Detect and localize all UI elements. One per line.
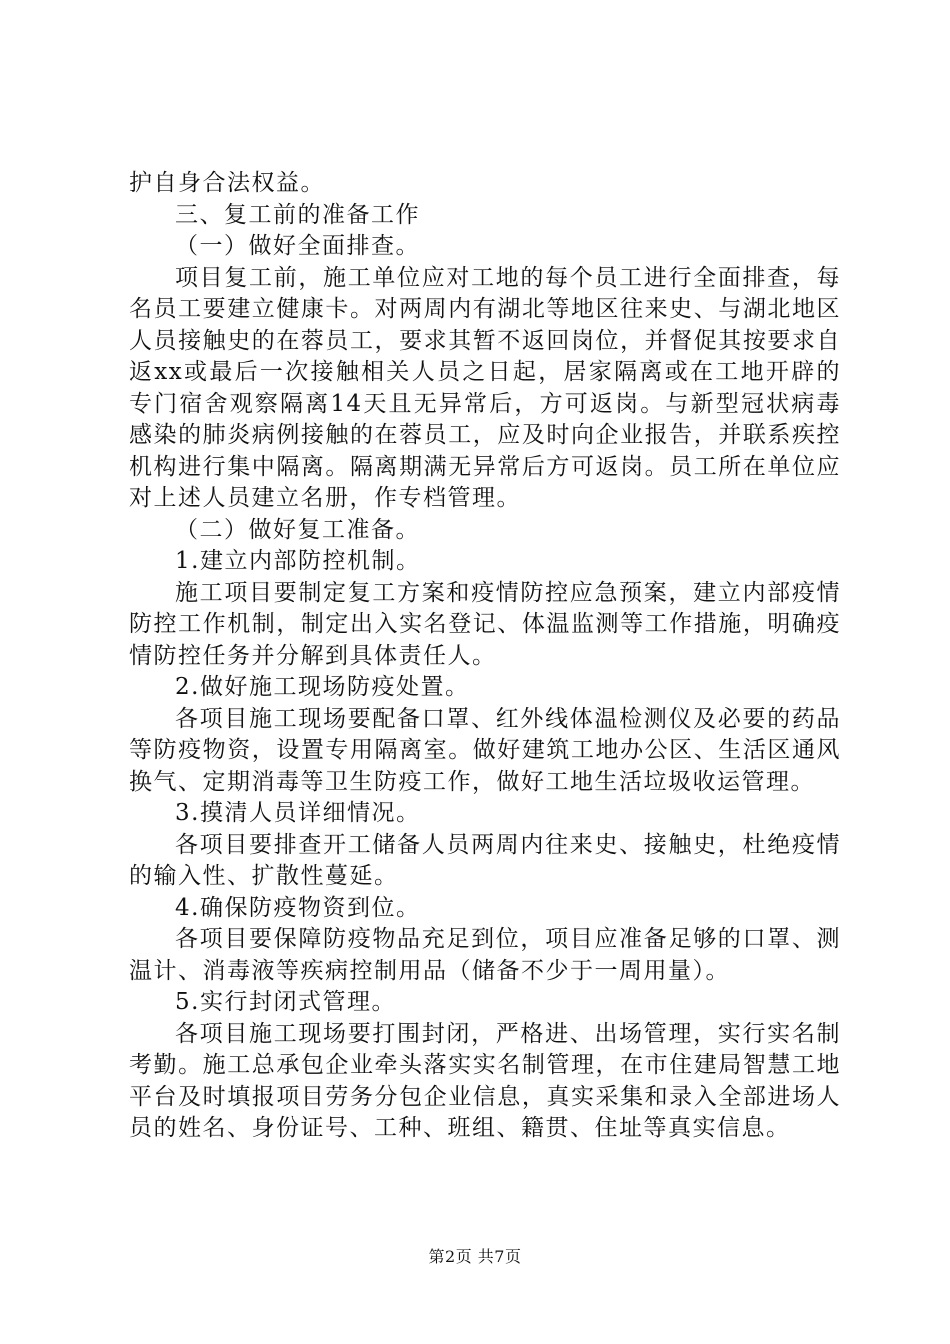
document-body (129, 168, 841, 1145)
paragraph: 项目复工前，施工单位应对工地的每个员工进行全面排查，每名员工要建立健康卡。对两周内有湖北等地区往来史、与湖北地区人员接触史的在蓉员工，要求其暂不返回岗位，并督促其按要求自返xx或最后一次接触相关人员之日起，居家隔离或在工地开辟的专门宿舍观察隔离14天且无异常后，方可返岗。与新型冠状病毒感染的肺炎病例接触的在蓉员工，应及时向企业报告，并联系疾控机构进行集中隔离。隔离期满无异常后方可返岗。员工所在单位应对上述人员建立名册，作专档管理。 (129, 264, 841, 511)
paragraph: （二）做好复工准备。 (175, 516, 420, 543)
page-footer (0, 1244, 950, 1267)
paragraph: 4.确保防疫物资到位。 (175, 894, 421, 921)
paragraph: 1.建立内部防控机制。 (175, 548, 421, 574)
paragraph: 三、复工前的准备工作 (175, 201, 420, 228)
page-number: 第2页 共7页 (428, 1247, 522, 1266)
paragraph: 各项目施工现场要配备口罩、红外线体温检测仪及必要的药品等防疫物资，设置专用隔离室。做好建筑工地办公区、生活区通风换气、定期消毒等卫生防疫工作，做好工地生活垃圾收运管理。 (129, 705, 841, 795)
paragraph: 5.实行封闭式管理。 (175, 989, 396, 1015)
paragraph: 3.摸清人员详细情况。 (175, 800, 421, 826)
paragraph: 施工项目要制定复工方案和疫情防控应急预案，建立内部疫情防控工作机制，制定出入实名登记、体温监测等工作措施，明确疫情防控任务并分解到具体责任人。 (129, 579, 841, 669)
paragraph: 护自身合法权益。 (129, 170, 325, 196)
paragraph: 各项目要保障防疫物品充足到位，项目应准备足够的口罩、测温计、消毒液等疾病控制用品（储备不少于一周用量）。 (129, 926, 841, 984)
paragraph: （一）做好全面排查。 (175, 233, 420, 259)
paragraph: 各项目要排查开工储备人员两周内往来史、接触史，杜绝疫情的输入性、扩散性蔓延。 (129, 831, 841, 889)
paragraph: 2.做好施工现场防疫处置。 (175, 674, 470, 700)
paragraph: 各项目施工现场要打围封闭，严格进、出场管理，实行实名制考勤。施工总承包企业牵头落实实名制管理，在市住建局智慧工地平台及时填报项目劳务分包企业信息，真实采集和录入全部进场人员的姓名、身份证号、工种、班组、籍贯、住址等真实信息。 (129, 1020, 841, 1141)
